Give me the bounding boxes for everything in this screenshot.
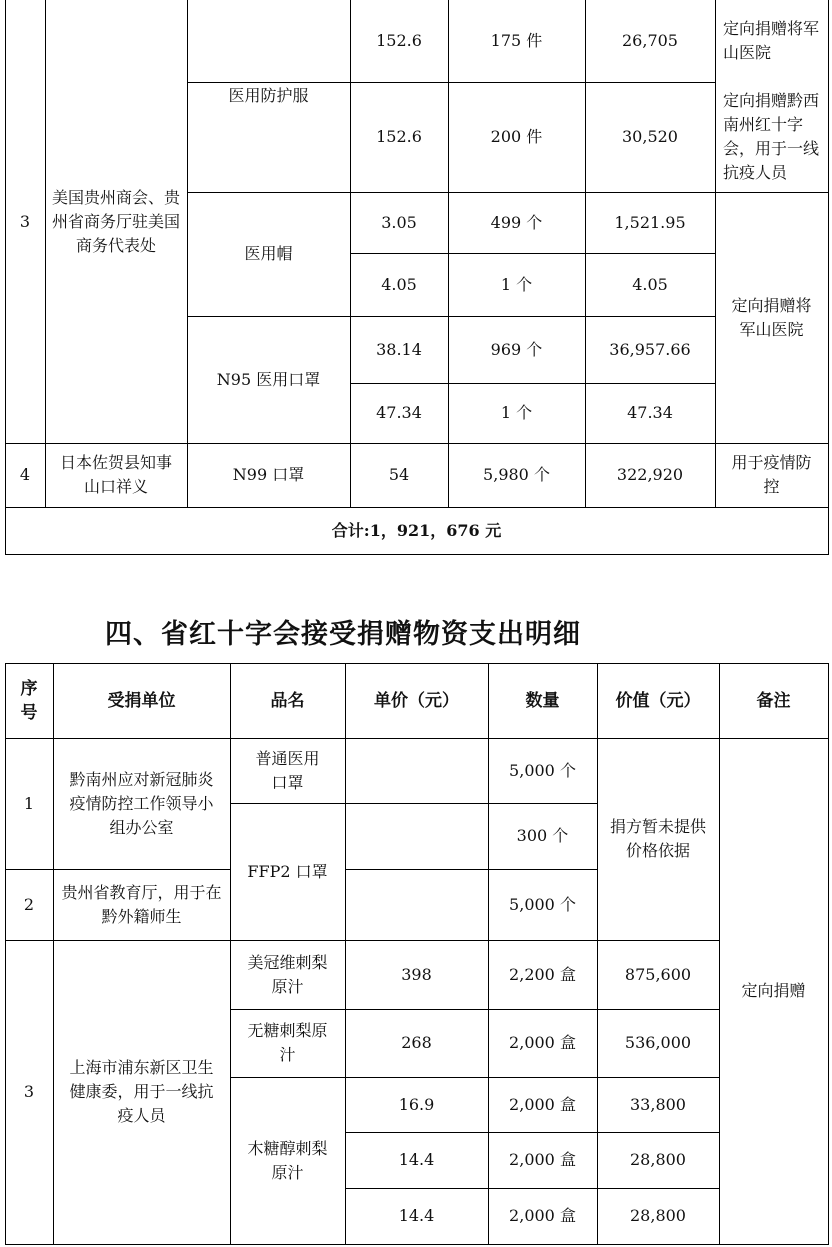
note: 用于疫情防控 [731,453,812,496]
header-quantity: 数量 [525,690,560,711]
total-row: 合计:1，921，676 元 [331,520,502,540]
quantity: 2,000 盒 [509,1094,576,1114]
unit-price: 47.34 [376,403,422,422]
quantity: 5,000 个 [509,760,576,780]
header-note: 备注 [756,690,791,711]
quantity: 5,000 个 [509,894,576,914]
item-name: N99 口罩 [232,465,305,484]
row-index: 1 [23,793,35,813]
quantity: 5,980 个 [483,465,550,484]
value: 36,957.66 [609,339,691,359]
unit-price: 38.14 [376,339,422,359]
quantity: 300 个 [516,826,569,845]
recipient-name: 贵州省教育厅，用于在黔外籍师生 [61,882,222,926]
note: 定向捐赠将军山医院 [723,19,820,62]
header-unit-price: 单价（元） [374,690,459,711]
row-index: 3 [23,1082,35,1101]
row-index: 4 [19,465,31,484]
value: 322,920 [616,465,684,484]
quantity: 200 件 [490,127,543,146]
unit-price: 152.6 [376,127,422,146]
unit-price: 4.05 [381,274,417,294]
value: 33,800 [630,1094,686,1114]
recipient-name: 黔南州应对新冠肺炎疫情防控工作领导小组办公室 [69,769,214,837]
value-note: 捐方暂未提供价格依据 [609,817,706,860]
quantity: 1 个 [500,403,533,422]
unit-price: 398 [401,964,432,984]
note: 定向捐赠 [741,981,806,1000]
recipient-name: 上海市浦东新区卫生健康委，用于一线抗疫人员 [69,1058,214,1125]
row-index: 2 [23,894,35,914]
quantity: 499 个 [490,212,543,232]
unit-price: 152.6 [376,31,422,50]
item-name: 医用防护服 [228,86,309,105]
quantity: 2,000 盒 [509,1150,576,1169]
unit-price: 54 [388,465,410,484]
donor-name: 美国贵州商会、贵州省商务厅驻美国商务代表处 [51,187,180,255]
value: 4.05 [632,274,668,294]
value: 26,705 [622,31,678,50]
unit-price: 14.4 [398,1150,435,1169]
value: 875,600 [624,964,692,984]
value: 1,521.95 [614,212,686,232]
value: 47.34 [627,403,673,422]
header-recipient: 受捐单位 [107,690,176,711]
quantity: 969 个 [490,339,543,359]
section-title: 四、省红十字会接受捐赠物资支出明细 [105,619,581,650]
quantity: 1 个 [500,274,533,294]
value: 536,000 [624,1033,692,1052]
item-name: 普通医用口罩 [255,748,320,792]
value: 28,800 [630,1206,686,1225]
quantity: 175 件 [490,31,543,50]
row-index: 3 [19,211,31,231]
header-index: 序号 [20,678,38,723]
item-name: 医用帽 [244,244,293,263]
unit-price: 268 [401,1033,432,1052]
value: 30,520 [622,127,678,146]
note: 定向捐赠黔西南州红十字会，用于一线抗疫人员 [723,91,820,182]
item-name: 美冠维刺梨原汁 [247,952,328,996]
item-name: 木糖醇刺梨原汁 [247,1138,328,1182]
note: 定向捐赠将军山医院 [731,295,812,339]
unit-price: 16.9 [398,1094,435,1114]
quantity: 2,200 盒 [509,964,576,984]
unit-price: 3.05 [381,212,417,232]
donor-name: 日本佐贺县知事山口祥义 [59,453,172,496]
quantity: 2,000 盒 [509,1206,576,1225]
quantity: 2,000 盒 [509,1033,576,1052]
header-item: 品名 [270,690,305,711]
header-value: 价值（元） [615,690,701,711]
item-name: FFP2 口罩 [247,861,328,881]
unit-price: 14.4 [398,1206,435,1225]
item-name: N95 医用口罩 [216,369,321,389]
item-name: 无糖刺梨原汁 [247,1021,328,1064]
value: 28,800 [630,1150,686,1169]
